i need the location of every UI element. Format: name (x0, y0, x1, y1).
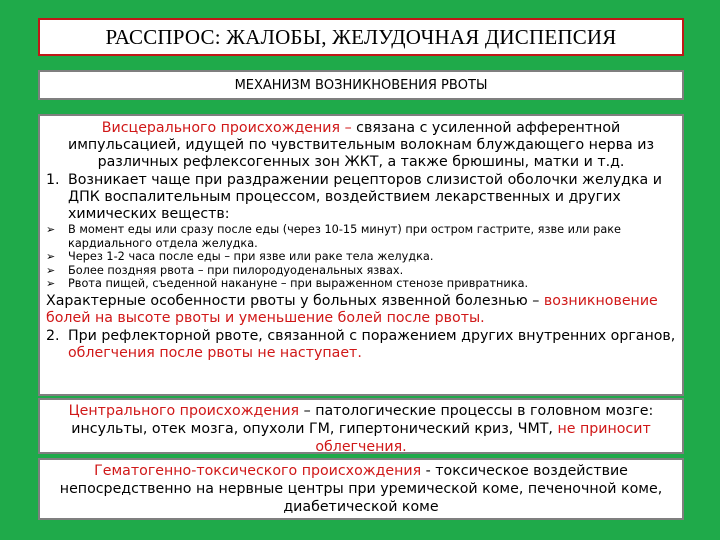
visceral-section (38, 114, 684, 396)
ulcer-paragraph (46, 293, 676, 327)
ulcer-red-text: возникновение болей на высоте рвоты и уменьшение болей после рвоты. (46, 292, 658, 326)
visceral-item-2 (46, 328, 676, 362)
mechanism-header: МЕХАНИЗМ ВОЗНИКНОВЕНИЯ РВОТЫ (234, 77, 488, 93)
item-1-text: Возникает чаще при раздражении рецепторов слизистой оболочки желудка и ДПК воспалительным процессом, воздействием лекарственных и других химических веществ: (68, 172, 662, 222)
item-2-text: При рефлекторной рвоте, связанной с поражением других внутренних органов, (68, 327, 676, 344)
visceral-item-1 (46, 172, 676, 223)
item-2-number: 2. (46, 327, 60, 344)
arrow-bullet-icon: ➢ (46, 250, 56, 263)
mechanism-header-box (38, 70, 684, 100)
hemato-text: - токсическое воздействие непосредственно на нервные центры при уремической коме, печеночной коме, диабетической коме (59, 463, 663, 515)
arrow-bullet-icon: ➢ (46, 263, 56, 277)
bullet-text: Через 1-2 часа после еды – при язве или раке тела желудка. (68, 250, 434, 263)
bullet-text: Более поздняя рвота – при пилородуоденальных язвах. (68, 263, 404, 277)
bullet-item (46, 264, 676, 278)
hemato-heading: Гематогенно-токсического происхождения (94, 463, 422, 479)
bullet-item (46, 277, 676, 291)
arrow-bullet-icon: ➢ (46, 223, 56, 236)
item-2-red-text: облегчения после рвоты не наступает. (68, 344, 362, 361)
page-title: РАССПРОС: ЖАЛОБЫ, ЖЕЛУДОЧНАЯ ДИСПЕПСИЯ (105, 24, 617, 49)
arrow-bullet-icon: ➢ (46, 277, 56, 290)
visceral-intro-text: связана с усиленной афферентной импульсацией, идущей по чувствительным волокнам блуждающего нерва из различных рефлексогенных зон ЖКТ, а также брюшины, матки и т.д. (67, 120, 655, 170)
central-text: – патологические процессы в головном мозге: инсульты, отек мозга, опухоли ГМ, гипертонический криз, ЧМТ, (71, 403, 654, 437)
central-section (38, 398, 684, 454)
bullet-item (46, 223, 676, 250)
bullet-text: Рвота пищей, съеденной накануне – при выраженном стенозе привратника. (68, 277, 529, 290)
central-heading: Центрального происхождения (68, 403, 300, 419)
visceral-intro (46, 120, 676, 171)
central-red-text: не приносит облегчения. (315, 421, 651, 455)
ulcer-text: Характерные особенности рвоты у больных язвенной болезнью – (46, 292, 540, 309)
item-1-number: 1. (46, 172, 60, 188)
visceral-heading: Висцерального происхождения – (101, 120, 352, 136)
bullet-item (46, 250, 676, 264)
hemato-section (38, 458, 684, 520)
title-box (38, 18, 684, 56)
bullet-text: В момент еды или сразу после еды (через 10-15 минут) при остром гастрите, язве или раке кардиального отдела желудка. (68, 223, 622, 250)
